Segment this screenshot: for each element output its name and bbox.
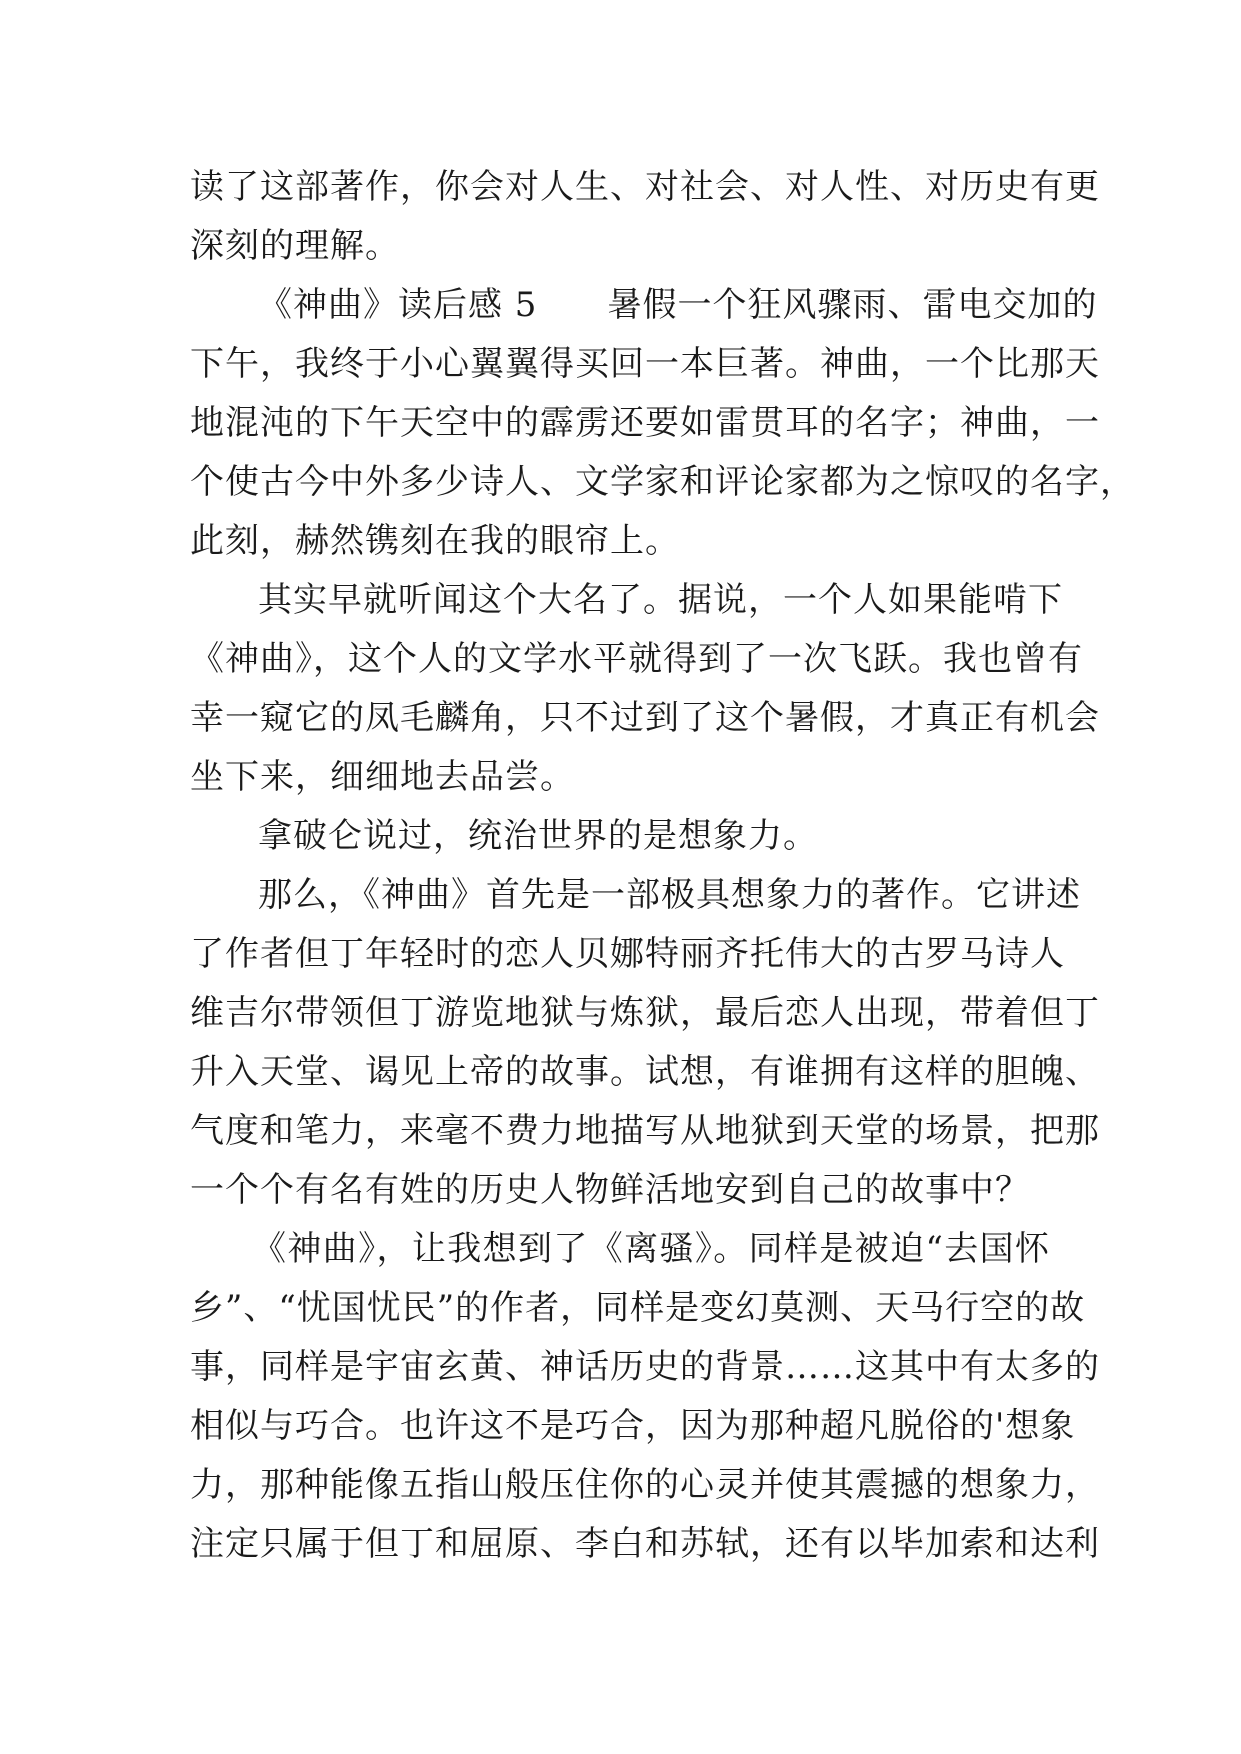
text-line: 下午，我终于小心翼翼得买回一本巨著。神曲，一个比那天 [190, 344, 1100, 384]
text-line: 深刻的理解。 [190, 226, 400, 266]
paragraph-start-line: 其实早就听闻这个大名了。据说，一个人如果能啃下 [258, 580, 1063, 620]
text-line: 气度和笔力，来毫不费力地描写从地狱到天堂的场景，把那 [190, 1111, 1100, 1151]
text-line: 个使古今中外多少诗人、文学家和评论家都为之惊叹的名字， [190, 462, 1135, 502]
text-line: 升入天堂、谒见上帝的故事。试想，有谁拥有这样的胆魄、 [190, 1052, 1100, 1092]
text-line: 相似与巧合。也许这不是巧合，因为那种超凡脱俗的'想象 [190, 1406, 1076, 1446]
text-line: 读了这部著作，你会对人生、对社会、对人性、对历史有更 [190, 167, 1100, 207]
text-line: 此刻，赫然镌刻在我的眼帘上。 [190, 521, 680, 561]
paragraph-start-line: 《神曲》，让我想到了《离骚》。同样是被迫“去国怀 [252, 1229, 1050, 1269]
text-line: 力，那种能像五指山般压住你的心灵并使其震撼的想象力， [190, 1465, 1100, 1505]
text-line: 《神曲》，这个人的文学水平就得到了一次飞跃。我也曾有 [190, 639, 1083, 679]
text-line: 注定只属于但丁和屈原、李白和苏轼，还有以毕加索和达利 [190, 1524, 1100, 1564]
text-line: 乡”、“忧国忧民”的作者，同样是变幻莫测、天马行空的故 [190, 1288, 1086, 1328]
text-line: 坐下来，细细地去品尝。 [190, 757, 575, 797]
section-heading-line: 《神曲》读后感 5 暑假一个狂风骤雨、雷电交加的 [258, 285, 1098, 325]
text-line: 地混沌的下午天空中的霹雳还要如雷贯耳的名字；神曲，一 [190, 403, 1100, 443]
paragraph-start-line: 那么，《神曲》首先是一部极具想象力的著作。它讲述 [258, 875, 1081, 915]
paragraph-start-line: 拿破仑说过，统治世界的是想象力。 [258, 816, 818, 856]
text-line: 幸一窥它的凤毛麟角，只不过到了这个暑假，才真正有机会 [190, 698, 1100, 738]
body-text [190, 158, 1135, 1574]
text-line: 一个个有名有姓的历史人物鲜活地安到自己的故事中？ [190, 1170, 1030, 1210]
text-line: 事，同样是宇宙玄黄、神话历史的背景……这其中有太多的 [190, 1347, 1100, 1387]
text-line: 维吉尔带领但丁游览地狱与炼狱，最后恋人出现，带着但丁 [190, 993, 1100, 1033]
text-line: 了作者但丁年轻时的恋人贝娜特丽齐托伟大的古罗马诗人 [190, 934, 1065, 974]
